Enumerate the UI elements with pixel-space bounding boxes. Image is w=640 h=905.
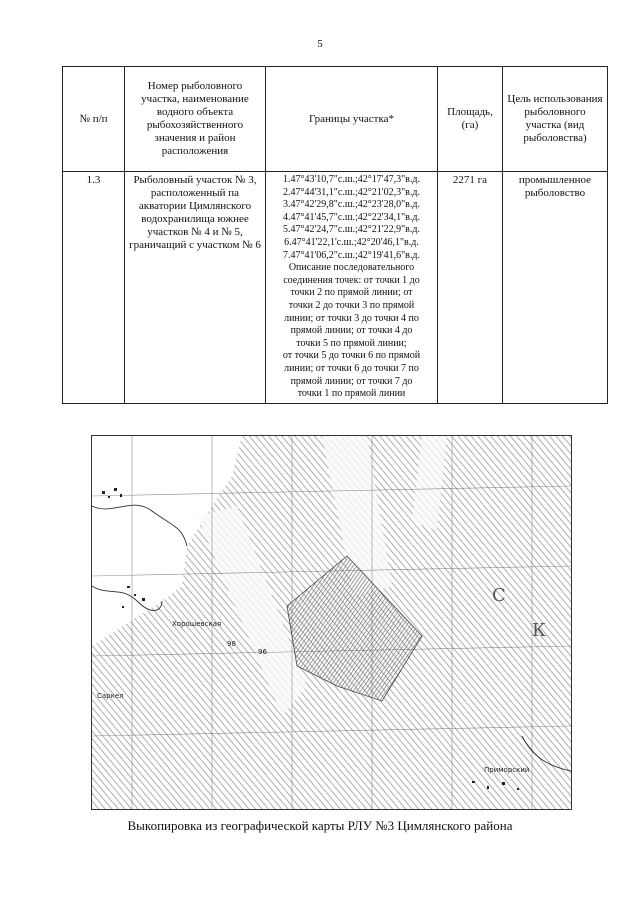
cell-purpose: промышленное рыболовство <box>503 172 608 404</box>
map-label-height: 96 <box>258 648 267 656</box>
cell-bounds <box>266 172 438 404</box>
table-row <box>63 172 608 404</box>
fishing-area-table <box>62 66 608 404</box>
header-number: № п/п <box>63 67 125 172</box>
cell-name: Рыболовный участок № 3, расположенный па акватории Цимлянского водохранилища южнее участков № 4 и № 5, граничащий с участком № 6 <box>125 172 266 404</box>
boundary-description-line: точки 5 по прямой линии; <box>296 337 407 349</box>
map-excerpt <box>91 435 572 810</box>
map-label-town: Приморский <box>484 766 530 774</box>
boundary-description-line: точки 1 по прямой линии <box>297 388 406 400</box>
map-caption: Выкопировка из географической карты РЛУ №3 Цимлянского района <box>127 818 513 833</box>
boundary-description-line: линии; от точки 3 до точки 4 по <box>284 312 419 324</box>
coord-point-2: 2.47°44'31,1"с.ш.;42°21'02,3"в.д. <box>283 186 420 198</box>
map-label-lake: К <box>532 620 546 641</box>
boundary-description-line: прямой линии; от точки 4 до <box>290 325 413 337</box>
table-header-row <box>63 67 608 172</box>
boundary-description-line: линии; от точки 6 до точки 7 по <box>284 362 419 374</box>
map-label-town: Хорошевская <box>172 620 222 628</box>
header-area: Площадь, (га) <box>438 67 503 172</box>
map-image <box>92 436 571 809</box>
cell-number: 1.3 <box>63 172 125 404</box>
map-label-height: 98 <box>227 640 236 648</box>
cell-area: 2271 га <box>438 172 503 404</box>
map-label-lake: С <box>492 585 506 606</box>
header-purpose: Цель использования рыболовного участка (вид рыболовства) <box>503 67 608 172</box>
map-label-town: Саркел <box>97 692 124 700</box>
coord-point-7: 7.47°41'06,2"с.ш.;42°19'41,6"в.д. <box>283 249 420 261</box>
coord-point-5: 5.47°42'24,7"с.ш.;42°21'22,9"в.д. <box>283 224 420 236</box>
boundary-description-line: от точки 5 до точки 6 по прямой <box>282 350 421 362</box>
header-name: Номер рыболовного участка, наименование водного объекта рыбохозяйственного значения и район расположения <box>125 67 266 172</box>
boundary-description-line: соединения точек: от точки 1 до <box>283 274 420 286</box>
boundary-description-line: Описание последовательного <box>288 262 415 274</box>
coord-point-3: 3.47°42'29,8"с.ш.;42°23'28,0"в.д. <box>283 199 420 211</box>
coord-point-6: 6.47°41'22,1'с.ш.;42°20'46,1"в.д. <box>284 236 419 248</box>
boundary-description-line: прямой линии; от точки 7 до <box>290 375 413 387</box>
header-bounds: Границы участка* <box>266 67 438 172</box>
coord-point-1: 1.47°43'10,7"с.ш.;42°17'47,3"в.д. <box>283 174 420 185</box>
page-number: 5 <box>317 38 323 50</box>
boundary-description-line: точки 2 по прямой линии; от <box>290 287 413 299</box>
coord-point-4: 4.47°41'45,7"с.ш.;42°22'34,1"в.д. <box>283 211 420 223</box>
boundary-description-line: точки 2 до точки 3 по прямой <box>288 299 415 311</box>
